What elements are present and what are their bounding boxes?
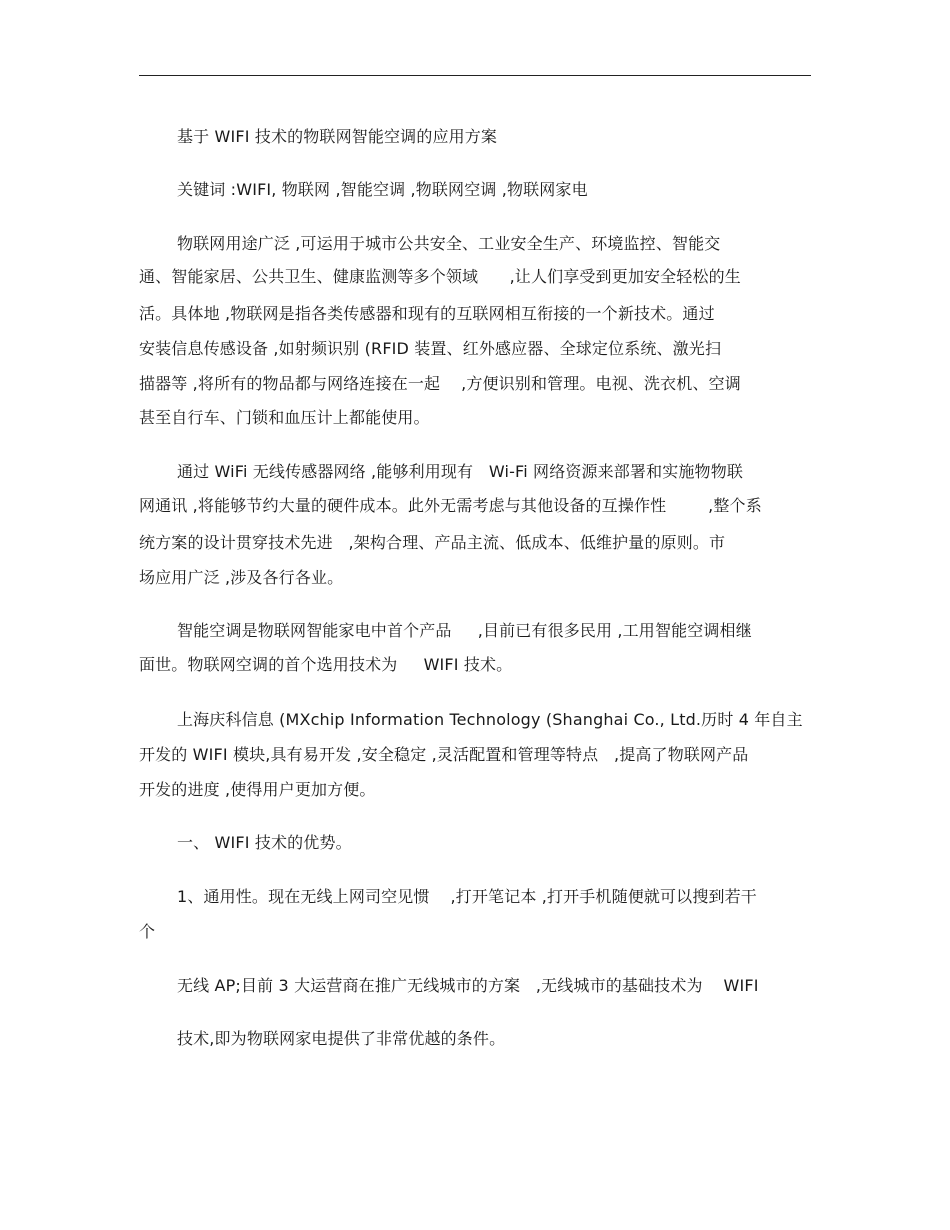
text-line: 1、通用性。现在无线上网司空见惯 ,打开笔记本 ,打开手机随便就可以搜到若干: [177, 887, 757, 906]
text-line: 技术,即为物联网家电提供了非常优越的条件。: [177, 1029, 506, 1048]
text-line: 个: [139, 922, 156, 941]
text-line: 网通讯 ,将能够节约大量的硬件成本。此外无需考虑与其他设备的互操作性 ,整个系: [139, 496, 762, 515]
text-line: 安装信息传感设备 ,如射频识别 (RFID 装置、红外感应器、全球定位系统、激光扫: [139, 339, 722, 358]
text-line: 无线 AP;目前 3 大运营商在推广无线城市的方案 ,无线城市的基础技术为 WIFI: [177, 976, 759, 995]
section-heading: 一、 WIFI 技术的优势。: [177, 833, 352, 852]
text-line: 智能空调是物联网智能家电中首个产品 ,目前已有很多民用 ,工用智能空调相继: [177, 621, 752, 640]
text-line: 通过 WiFi 无线传感器网络 ,能够利用现有 Wi-Fi 网络资源来部署和实施物物联: [177, 462, 744, 481]
text-line: 统方案的设计贯穿技术先进 ,架构合理、产品主流、低成本、低维护量的原则。市: [139, 533, 726, 552]
header-rule: [139, 75, 811, 76]
text-line: 描器等 ,将所有的物品都与网络连接在一起 ,方便识别和管理。电视、洗衣机、空调: [139, 374, 741, 393]
text-line: 场应用广泛 ,涉及各行各业。: [139, 568, 344, 587]
text-line: 甚至自行车、门锁和血压计上都能使用。: [139, 408, 430, 427]
text-line: 物联网用途广泛 ,可运用于城市公共安全、工业安全生产、环境监控、智能交: [177, 234, 721, 253]
keywords-line: 关键词 :WIFI, 物联网 ,智能空调 ,物联网空调 ,物联网家电: [177, 180, 588, 199]
text-line: 开发的 WIFI 模块,具有易开发 ,安全稳定 ,灵活配置和管理等特点 ,提高了物联网产品: [139, 745, 749, 764]
text-line: 上海庆科信息 (MXchip Information Technology (Shanghai Co., Ltd.历时 4 年自主: [177, 710, 803, 729]
text-line: 面世。物联网空调的首个选用技术为 WIFI 技术。: [139, 655, 513, 674]
document-title: 基于 WIFI 技术的物联网智能空调的应用方案: [177, 127, 498, 146]
text-line: 活。具体地 ,物联网是指各类传感器和现有的互联网相互衔接的一个新技术。通过: [139, 304, 715, 323]
text-line: 通、智能家居、公共卫生、健康监测等多个领域 ,让人们享受到更加安全轻松的生: [139, 267, 741, 286]
text-line: 开发的进度 ,使得用户更加方便。: [139, 780, 376, 799]
